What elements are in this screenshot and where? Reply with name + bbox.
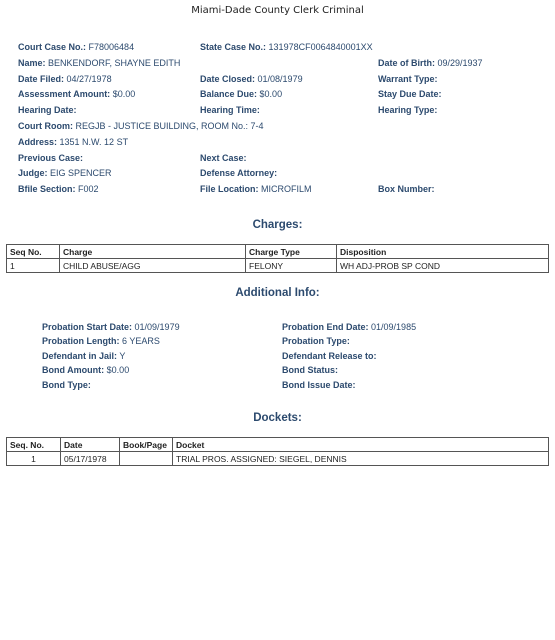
balance-due-value: $0.00: [259, 89, 283, 99]
judge-label: Judge:: [18, 168, 48, 178]
address-field: [18, 137, 128, 147]
judge-value: EIG SPENCER: [50, 168, 112, 178]
charges-table: [6, 244, 549, 273]
date-closed-label: Date Closed:: [200, 74, 256, 84]
charges-header-charge: Charge: [60, 245, 246, 259]
probation-end-date-value: 01/09/1985: [371, 322, 417, 332]
state-case-no-label: State Case No.:: [200, 42, 267, 52]
charge-cell: CHILD ABUSE/AGG: [60, 259, 246, 273]
dockets-header-row: [7, 438, 549, 452]
table-row: [7, 452, 549, 466]
bfile-section-label: Bfile Section:: [18, 184, 76, 194]
file-location-field: [200, 184, 312, 194]
charges-header-disposition: Disposition: [337, 245, 549, 259]
name-field: [18, 58, 180, 68]
probation-start-date-field: [42, 322, 180, 332]
court-case-no-field: [18, 42, 134, 52]
hearing-time-label: Hearing Time:: [200, 105, 260, 115]
box-number-field: [378, 184, 435, 194]
date-closed-field: [200, 74, 303, 84]
bfile-section-value: F002: [78, 184, 99, 194]
warrant-type-field: [378, 74, 438, 84]
additional-info-title: Additional Info:: [235, 287, 320, 299]
probation-length-label: Probation Length:: [42, 336, 120, 346]
bond-amount-value: $0.00: [106, 365, 130, 375]
dockets-title: Dockets:: [253, 412, 302, 424]
file-location-value: MICROFILM: [261, 184, 312, 194]
court-room-field: [18, 121, 264, 131]
court-case-no-value: F78006484: [88, 42, 135, 52]
bond-issue-date-field: [282, 380, 356, 390]
assessment-amount-value: $0.00: [112, 89, 136, 99]
page-title: Miami-Dade County Clerk Criminal: [191, 5, 364, 16]
address-value: 1351 N.W. 12 ST: [59, 137, 129, 147]
court-room-label: Court Room:: [18, 121, 73, 131]
next-case-field: [200, 153, 247, 163]
file-location-label: File Location:: [200, 184, 259, 194]
address-label: Address:: [18, 137, 58, 147]
stay-due-date-label: Stay Due Date:: [378, 89, 442, 99]
next-case-label: Next Case:: [200, 153, 247, 163]
court-case-no-label: Court Case No.:: [18, 42, 87, 52]
hearing-type-label: Hearing Type:: [378, 105, 438, 115]
bfile-section-field: [18, 184, 99, 194]
dockets-header-book-page: Book/Page: [120, 438, 173, 452]
hearing-time-field: [200, 105, 260, 115]
date-filed-label: Date Filed:: [18, 74, 65, 84]
box-number-label: Box Number:: [378, 184, 435, 194]
disposition-cell: WH ADJ-PROB SP COND: [337, 259, 549, 273]
docket-book-page-cell: [120, 452, 173, 466]
probation-end-date-field: [282, 322, 416, 332]
defense-attorney-label: Defense Attorney:: [200, 168, 278, 178]
date-of-birth-field: [378, 58, 483, 68]
hearing-date-field: [18, 105, 77, 115]
balance-due-label: Balance Due:: [200, 89, 258, 99]
dockets-header-date: Date: [61, 438, 120, 452]
stay-due-date-field: [378, 89, 442, 99]
probation-start-date-value: 01/09/1979: [134, 322, 180, 332]
bond-type-label: Bond Type:: [42, 380, 91, 390]
bond-issue-date-label: Bond Issue Date:: [282, 380, 356, 390]
judge-field: [18, 168, 112, 178]
defendant-release-to-label: Defendant Release to:: [282, 351, 377, 361]
state-case-no-value: 131978CF0064840001XX: [268, 42, 373, 52]
bond-amount-label: Bond Amount:: [42, 365, 105, 375]
dockets-header-docket: Docket: [173, 438, 549, 452]
bond-amount-field: [42, 365, 129, 375]
charges-header-row: [7, 245, 549, 259]
probation-end-date-label: Probation End Date:: [282, 322, 369, 332]
hearing-type-field: [378, 105, 437, 115]
hearing-date-label: Hearing Date:: [18, 105, 77, 115]
probation-length-field: [42, 336, 160, 346]
state-case-no-field: [200, 42, 373, 52]
probation-length-value: 6 YEARS: [122, 336, 160, 346]
docket-seq-cell: 1: [7, 452, 61, 466]
assessment-amount-label: Assessment Amount:: [18, 89, 111, 99]
bond-status-label: Bond Status:: [282, 365, 338, 375]
previous-case-field: [18, 153, 83, 163]
charge-type-cell: FELONY: [246, 259, 337, 273]
date-of-birth-label: Date of Birth:: [378, 58, 435, 68]
docket-cell: TRIAL PROS. ASSIGNED: SIEGEL, DENNIS: [173, 452, 549, 466]
charges-header-charge-type: Charge Type: [246, 245, 337, 259]
probation-type-field: [282, 336, 350, 346]
bond-type-field: [42, 380, 91, 390]
balance-due-field: [200, 89, 282, 99]
probation-type-label: Probation Type:: [282, 336, 350, 346]
warrant-type-label: Warrant Type:: [378, 74, 438, 84]
charges-header-seq: Seq No.: [7, 245, 60, 259]
date-of-birth-value: 09/29/1937: [437, 58, 483, 68]
table-row: [7, 259, 549, 273]
defendant-in-jail-label: Defendant in Jail:: [42, 351, 118, 361]
bond-status-field: [282, 365, 338, 375]
assessment-amount-field: [18, 89, 135, 99]
defendant-in-jail-value: Y: [119, 351, 126, 361]
court-room-value: REGJB - JUSTICE BUILDING, ROOM No.: 7-4: [75, 121, 264, 131]
name-label: Name:: [18, 58, 46, 68]
defendant-in-jail-field: [42, 351, 125, 361]
probation-start-date-label: Probation Start Date:: [42, 322, 133, 332]
date-filed-field: [18, 74, 112, 84]
docket-date-cell: 05/17/1978: [61, 452, 120, 466]
date-filed-value: 04/27/1978: [66, 74, 112, 84]
dockets-header-seq: Seq. No.: [7, 438, 61, 452]
dockets-table: [6, 437, 549, 466]
charge-seq-cell: 1: [7, 259, 60, 273]
previous-case-label: Previous Case:: [18, 153, 84, 163]
charges-title: Charges:: [252, 219, 303, 231]
date-closed-value: 01/08/1979: [257, 74, 303, 84]
defendant-release-to-field: [282, 351, 377, 361]
name-value: BENKENDORF, SHAYNE EDITH: [48, 58, 181, 68]
defense-attorney-field: [200, 168, 277, 178]
